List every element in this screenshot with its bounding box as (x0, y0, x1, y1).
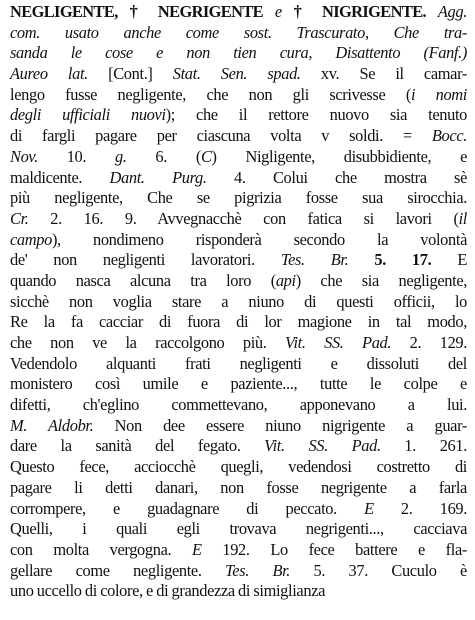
italic-run: Stat. Sen. spad. (172, 64, 301, 84)
italic-run: sanda le cose e non tien cura, Disattento (Fanf.) (10, 43, 467, 63)
text-run: Vedendolo alquanti frati negligenti e dissoluti del (10, 353, 467, 373)
text-line (10, 457, 467, 478)
text-line (10, 250, 467, 271)
text-line (10, 147, 467, 168)
italic-run: Vit. SS. Pad. (264, 436, 381, 456)
text-run: 2. 129. (391, 333, 468, 352)
text-line (10, 2, 467, 23)
italic-run: Vit. SS. Pad. (285, 333, 392, 352)
italic-run: E (191, 539, 202, 559)
italic-run: degli ufficiali nuovi (10, 105, 166, 125)
text-run: ), nondimeno risponderà secondo la volontà (51, 229, 467, 249)
italic-run: Agg. (437, 2, 467, 21)
italic-run: E (364, 498, 374, 518)
text-line (10, 188, 467, 209)
italic-run: Bocc. (431, 126, 467, 146)
headword: † NIGRIGENTE. (281, 2, 438, 21)
text-line (10, 354, 467, 375)
text-run: ) che sia negligente, (295, 270, 467, 290)
text-run: uno uccello di colore, e di grandezza di simiglianza (10, 581, 326, 601)
bold-run: 5. 17. (348, 250, 458, 270)
text-run: gellare come negligente. (10, 560, 226, 580)
text-run: con molta vergogna. (10, 539, 192, 559)
text-line (10, 519, 467, 540)
text-run: 5. 37. Cuculo è (290, 560, 467, 580)
italic-run: Tes. Br. (225, 560, 291, 580)
text-line (10, 581, 467, 602)
text-run: ); che il rettore nuovo sia tenuto (165, 105, 467, 125)
text-run: de' non negligenti lavoratori. (10, 250, 281, 270)
text-run: xv. Se il camar- (300, 64, 467, 84)
text-run: 1. 261. (380, 436, 467, 456)
text-line (10, 85, 467, 106)
text-run: sicchè non voglia stare a niuno di questi officii, lo (10, 291, 467, 311)
text-run: 192. Lo fece battere e fla- (201, 539, 467, 559)
text-line (10, 416, 467, 437)
italic-run: campo (10, 229, 52, 249)
text-run: Re la fa cacciar di fuora di lor magione in tal modo, (10, 312, 467, 332)
text-run: quando nasca alcuna tra loro ( (10, 270, 276, 290)
italic-run: M. Aldobr. (10, 415, 94, 435)
text-run: maldicente. (10, 167, 110, 187)
text-run: di fargli pagare per ciascuna volta v soldi. = (10, 126, 432, 146)
text-line (10, 333, 467, 354)
text-run: 2. 16. 9. Avvegnacchè con fatica si lavori ( (28, 208, 459, 228)
text-run: Questo fece, acciocchè quegli, vedendosi costretto di (10, 457, 467, 477)
text-run: più negligente, Che se pigrizia fosse sua sirocchia. (10, 188, 467, 208)
italic-run: g. (114, 146, 127, 166)
text-run: che non ve la raccolgono più. (10, 333, 286, 352)
italic-run: com. usato anche come sost. Trascurato, Che tra- (10, 22, 467, 42)
text-run: E (457, 250, 467, 270)
headword: NEGLIGENTE, † NEGRIGENTE (10, 2, 275, 21)
text-run: 4. Colui che mostra sè (206, 167, 467, 187)
text-run: dare la sanità del fegato. (10, 436, 265, 456)
text-line (10, 126, 467, 147)
italic-run: e (274, 2, 282, 21)
text-run: lengo fusse negligente, che non gli scrivesse ( (10, 84, 411, 104)
italic-run: il (458, 208, 467, 228)
text-run: ) Nigligente, disubbidiente, e (211, 146, 467, 166)
text-line (10, 436, 467, 457)
italic-run: Dant. Purg. (109, 167, 207, 187)
italic-run: api (275, 270, 296, 290)
text-run: Quelli, i quali egli trovava negrigenti..., cacciava (10, 519, 467, 539)
italic-run: Aureo lat. (10, 64, 88, 84)
text-line (10, 312, 467, 333)
text-line (10, 478, 467, 499)
text-line (10, 271, 467, 292)
text-line (10, 395, 467, 416)
text-run: [Cont.] (87, 64, 173, 84)
italic-run: C (200, 146, 212, 166)
text-line (10, 23, 467, 44)
text-run: monistero così umile e paziente..., tutte le colpe e (10, 374, 467, 394)
italic-run: i nomi (410, 84, 467, 104)
text-run: 10. (37, 146, 115, 166)
text-line (10, 43, 467, 64)
text-line (10, 168, 467, 189)
text-line (10, 540, 467, 561)
text-run: difetti, ch'eglino commettevano, apponevano a lui. (10, 395, 467, 415)
text-line (10, 499, 467, 520)
text-line (10, 230, 467, 251)
dictionary-entry (10, 2, 467, 602)
italic-run: Nov. (10, 146, 38, 166)
text-line (10, 209, 467, 230)
text-run: Non dee essere niuno nigrigente a guar- (93, 415, 467, 435)
text-line (10, 561, 467, 582)
italic-run: Cr. (10, 208, 29, 228)
text-line (10, 292, 467, 313)
text-line (10, 105, 467, 126)
text-run: pagare li detti danari, non fosse negrigente a farla (10, 477, 467, 497)
text-run: 2. 169. (373, 498, 468, 518)
italic-run: Tes. Br. (280, 250, 349, 270)
text-run: corrompere, e guadagnare di peccato. (10, 498, 365, 518)
text-line (10, 64, 467, 85)
text-line (10, 374, 467, 395)
text-run: 6. ( (126, 146, 201, 166)
